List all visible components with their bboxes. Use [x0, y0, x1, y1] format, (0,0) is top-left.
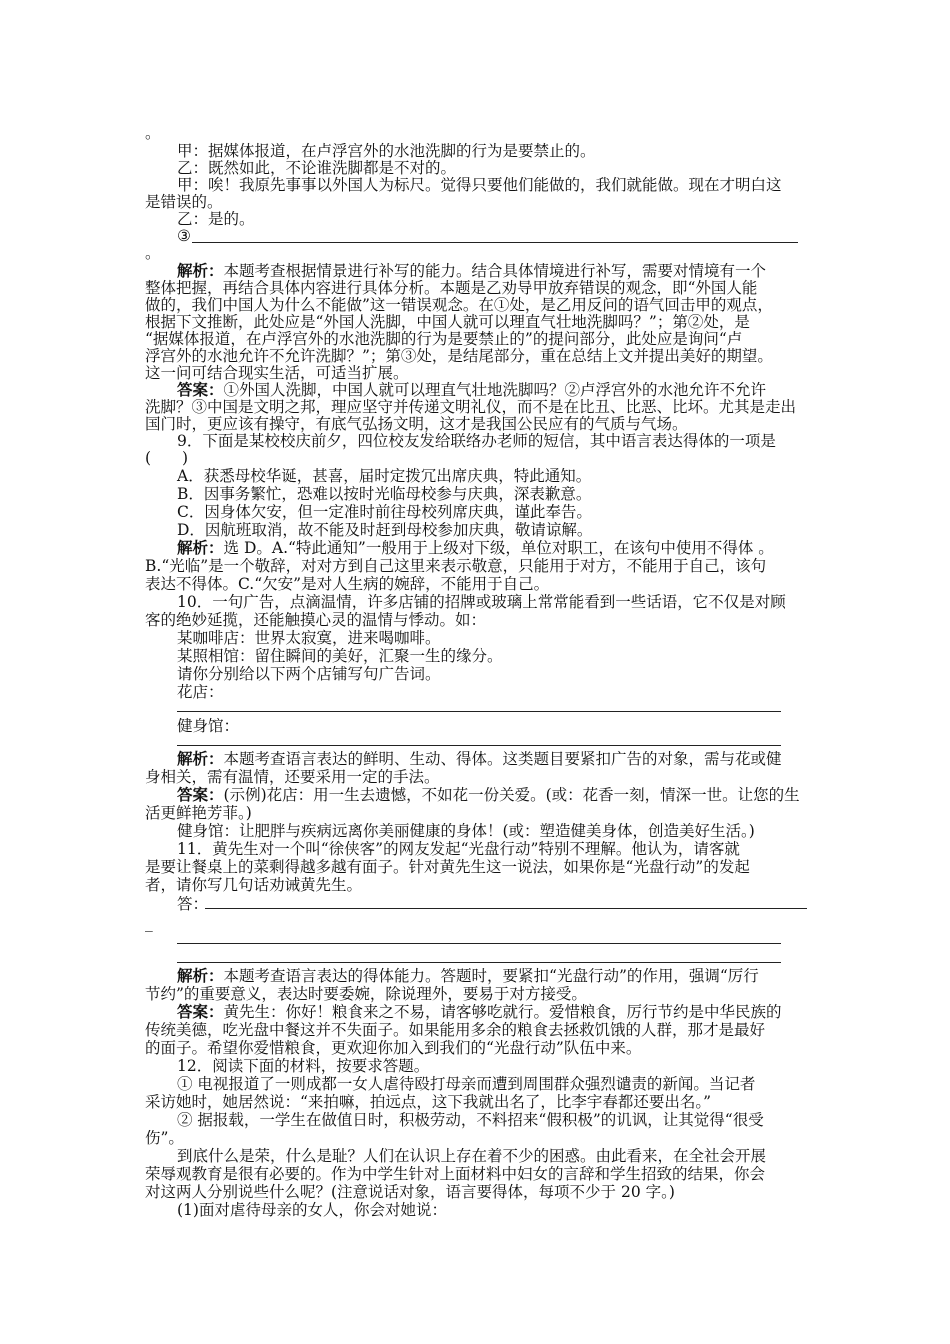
answer-blank-line [192, 242, 798, 243]
text-line: B.“光临”是一个敬辞，对对方到自己这里来表示敬意，只能用于对方，不能用于自己，该句 [145, 557, 767, 575]
answer-blank-line [177, 711, 781, 712]
option-a: A．获悉母校华诞，甚喜，届时定拨冗出席庆典，特此通知。 [177, 467, 592, 485]
text-line: 乙：既然如此，不论谁洗脚都是不对的。 [177, 159, 457, 177]
text-line: ① 电视报道了一则成都一女人虐待殴打母亲而遭到周围群众强烈谴责的新闻。当记者 [177, 1075, 756, 1093]
text-line: 到底什么是荣，什么是耻？人们在认识上存在着不少的困惑。由此看来，在全社会开展 [177, 1147, 767, 1165]
text-line: 这一问可结合现实生活，可适当扩展。 [145, 364, 409, 382]
text-span: 本题考查语言表达的得体能力。答题时，要紧扣“光盘行动”的作用，强调“厉行 [223, 967, 759, 985]
answer-line [177, 786, 800, 804]
option-d: D．因航班取消，故不能及时赶到母校参加庆典，敬请谅解。 [177, 521, 593, 539]
text-line: 采访她时，她居然说：“来拍嘛，拍远点，这下我就出名了，比李宇春都还要出名。” [145, 1093, 712, 1111]
answer-blank-line [205, 908, 807, 909]
text-line: (1)面对虐待母亲的女人，你会对她说： [177, 1201, 447, 1219]
text-line: 做的，我们中国人为什么不能做”这一错误观念。在①处，是乙用反问的语气回击甲的观点， [145, 296, 773, 314]
text-line: 客的绝妙延揽，还能触摸心灵的温情与悸动。如： [145, 611, 487, 629]
analysis-line [177, 967, 759, 985]
text-line: 健身馆： [177, 717, 240, 735]
answer-line [177, 1003, 782, 1021]
text-span: 本题考查语言表达的鲜明、生动、得体。这类题目要紧扣广告的对象，需与花或健 [223, 750, 782, 768]
question-9: 9．下面是某校校庆前夕，四位校友发给联络办老师的短信，其中语言表达得体的一项是 [177, 432, 776, 450]
text-line: 表达不得体。C.“欠安”是对人生病的婉辞，不能用于自己。 [145, 575, 550, 593]
text-line: 者，请你写几句话劝诫黄先生。 [145, 876, 363, 894]
analysis-label: 解析： [177, 538, 224, 557]
answer-label: 答案： [177, 1002, 224, 1021]
text-line: 乙：是的。 [177, 210, 255, 228]
text-line: 根据下文推断，此处应是“外国人洗脚，中国人就可以理直气壮地洗脚吗？”；第②处，是 [145, 313, 750, 331]
text-span: (示例)花店：用一生去遗憾，不如花一份关爱。(或：花香一刻，情深一世。让您的生 [223, 786, 800, 804]
analysis-label: 解析： [177, 749, 224, 768]
text-line: 伤”。 [145, 1129, 184, 1147]
text-span: ①外国人洗脚，中国人就可以理直气壮地洗脚吗？②卢浮宫外的水池允许不允许 [223, 381, 767, 399]
answer-blank-line [177, 962, 781, 963]
text-line: 国门时，更应该有操守，有底气弘扬文明，这才是我国公民应有的气质与气场。 [145, 415, 688, 433]
text-line: 甲：唉！我原先事事以外国人为标尺。觉得只要他们能做的，我们就能做。现在才明白这 [177, 176, 782, 194]
text-line: 。 [145, 124, 161, 142]
answer-label: 答案： [177, 380, 224, 399]
text-line: ( ) [145, 449, 189, 467]
answer-line [177, 381, 766, 399]
answer-blank-line [177, 745, 781, 746]
text-line: 甲：据媒体报道，在卢浮宫外的水池洗脚的行为是要禁止的。 [177, 142, 596, 160]
analysis-label: 解析： [177, 261, 224, 280]
text-span: 黄先生：你好！粮食来之不易，请客够吃就行。爱惜粮食，厉行节约是中华民族的 [223, 1003, 782, 1021]
analysis-label: 解析： [177, 966, 224, 985]
analysis-line [177, 750, 782, 768]
text-line: 浮宫外的水池允许不允许洗脚？”；第③处，是结尾部分，重在总结上文并提出美好的期望。 [145, 347, 773, 365]
question-11: 11．黄先生对一个叫“徐侠客”的网友发起“光盘行动”特别不理解。他认为，请客就 [177, 840, 740, 858]
option-c: C．因身体欠安，但一定准时前往母校列席庆典，谨此奉告。 [177, 503, 592, 521]
answer-blank-line [177, 943, 781, 944]
text-line: 节约”的重要意义，表达时要委婉，除说理外，要易于对方接受。 [145, 985, 587, 1003]
text-line: 荣辱观教育是很有必要的。作为中学生针对上面材料中妇女的言辞和学生招致的结果，你会 [145, 1165, 766, 1183]
question-10: 10．一句广告，点滴温情，许多店铺的招牌或玻璃上常常能看到一些话语，它不仅是对顾 [177, 593, 786, 611]
text-line: 整体把握，再结合具体内容进行具体分析。本题是乙劝导甲放弃错误的观念，即“外国人能 [145, 279, 758, 297]
text-line: 请你分别给以下两个店铺写句广告词。 [177, 665, 441, 683]
text-line: 。 [145, 244, 161, 262]
text-line: 某照相馆：留住瞬间的美好，汇聚一生的缘分。 [177, 647, 503, 665]
text-line: 花店： [177, 683, 224, 701]
text-line: 答： [177, 895, 209, 913]
text-line: 身相关，需有温情，还要采用一定的手法。 [145, 768, 440, 786]
text-line: ③ [177, 227, 191, 245]
analysis-line [177, 539, 774, 557]
text-line: 活更鲜艳芳菲。) [145, 804, 252, 822]
text-line: 是错误的。 [145, 193, 223, 211]
text-line: 的面子。希望你爱惜粮食，更欢迎你加入到我们的“光盘行动”队伍中来。 [145, 1039, 642, 1057]
text-line: 洗脚？③中国是文明之邦，理应坚守并传递文明礼仪，而不是在比丑、比恶、比坏。尤其是走出 [145, 398, 797, 416]
option-b: B．因事务繁忙，恐难以按时光临母校参与庆典，深表歉意。 [177, 485, 592, 503]
text-line: “据媒体报道，在卢浮宫外的水池洗脚的行为是要禁止的”的提问部分，此处应是询问“卢 [145, 330, 743, 348]
text-line: 对这两人分别说些什么呢？(注意说话对象，语言要得体，每项不少于 20 字。) [145, 1183, 675, 1201]
text-span: 选 D。A.“特此通知”一般用于上级对下级，单位对职工，在该句中使用不得体 。 [223, 539, 774, 557]
text-line: _ [145, 914, 153, 932]
text-span: 本题考查根据情景进行补写的能力。结合具体情境进行补写，需要对情境有一个 [223, 262, 767, 280]
text-line: ② 据报载，一学生在做值日时，积极劳动，不料招来“假积极”的讥讽，让其觉得“很受 [177, 1111, 764, 1129]
analysis-line [177, 262, 766, 280]
text-line: 传统美德，吃光盘中餐这并不失面子。如果能用多余的粮食去拯救饥饿的人群，那才是最好 [145, 1021, 766, 1039]
text-line: 某咖啡店：世界太寂寞，进来喝咖啡。 [177, 629, 441, 647]
text-line: 健身馆：让肥胖与疾病远离你美丽健康的身体！(或：塑造健美身体，创造美好生活。) [177, 822, 755, 840]
text-line: 是要让餐桌上的菜剩得越多越有面子。针对黄先生这一说法，如果你是“光盘行动”的发起 [145, 858, 750, 876]
answer-label: 答案： [177, 785, 224, 804]
question-12: 12．阅读下面的材料，按要求答题。 [177, 1057, 430, 1075]
